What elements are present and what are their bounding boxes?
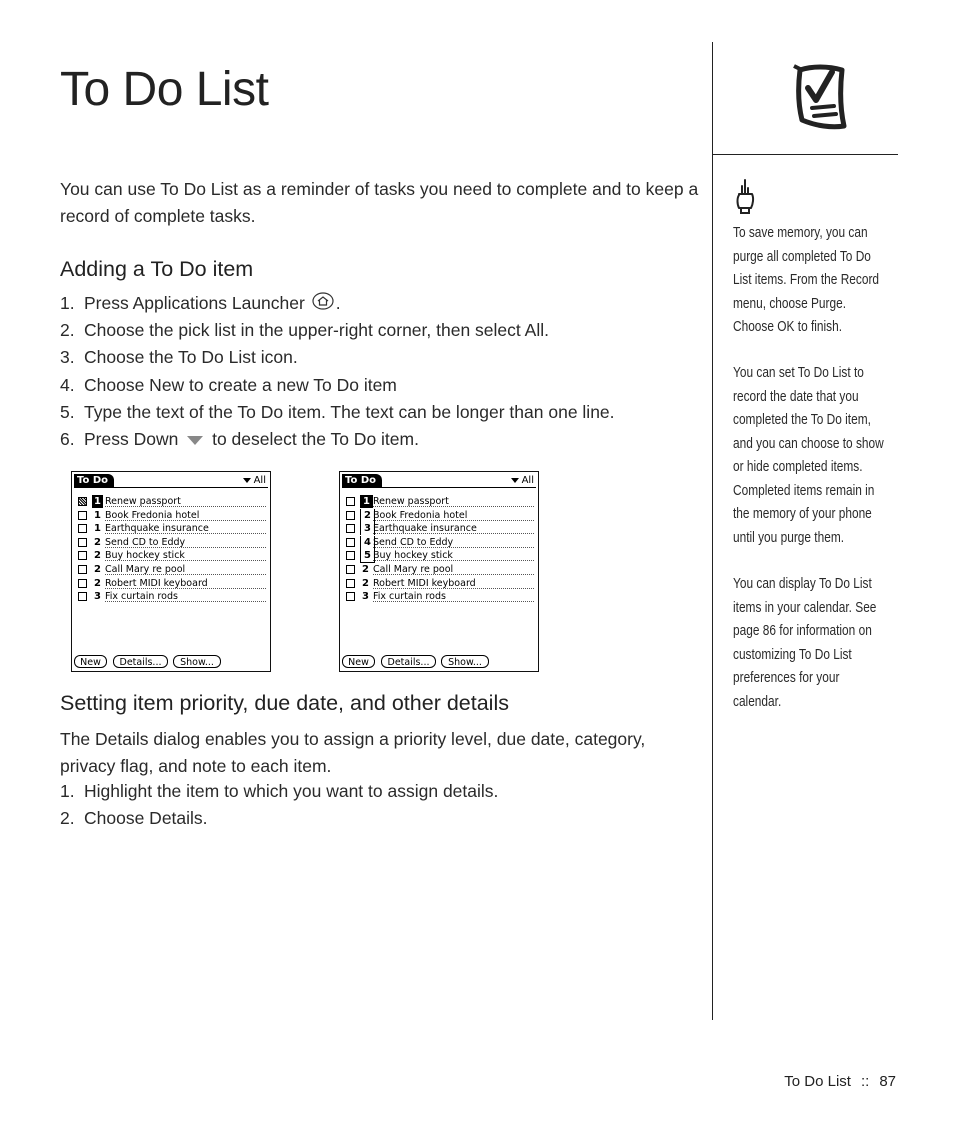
footer-separator: :: bbox=[860, 1073, 870, 1090]
intro-paragraph: You can use To Do List as a reminder of tasks you need to complete and to keep a record of complete tasks. bbox=[60, 179, 699, 226]
checkbox[interactable] bbox=[78, 511, 87, 520]
todo-row[interactable]: 4 Send CD to Eddy bbox=[344, 536, 534, 550]
adding-steps-list bbox=[60, 290, 615, 453]
screen-title: To Do bbox=[342, 474, 382, 487]
step-item: 1. Highlight the item to which you want to assign details. bbox=[60, 781, 499, 801]
checkbox[interactable] bbox=[346, 497, 355, 506]
checkbox[interactable] bbox=[78, 592, 87, 601]
step-item: 2. Choose the pick list in the upper-right corner, then select All. bbox=[60, 320, 549, 341]
todo-row[interactable]: 1 Renew passport bbox=[344, 495, 534, 509]
todo-row[interactable]: 2 Buy hockey stick bbox=[76, 549, 266, 563]
step-item: 2. Choose Details. bbox=[60, 808, 208, 829]
checkbox[interactable] bbox=[346, 511, 355, 520]
screen-title: To Do bbox=[74, 474, 114, 487]
down-arrow-icon bbox=[185, 427, 205, 454]
step-item: 6. Press Down to deselect the To Do item. bbox=[60, 426, 615, 453]
checkbox[interactable] bbox=[346, 538, 355, 547]
sidebar-divider bbox=[712, 42, 713, 1020]
sidebar-top-rule bbox=[712, 154, 898, 155]
page-number: 87 bbox=[879, 1073, 896, 1090]
section-heading-details: Setting item priority, due date, and other details bbox=[60, 691, 509, 715]
section-heading-adding: Adding a To Do item bbox=[60, 257, 254, 281]
home-icon bbox=[312, 291, 334, 318]
page-title: To Do List bbox=[60, 63, 269, 116]
todo-row[interactable]: 2 Robert MIDI keyboard bbox=[344, 577, 534, 591]
todo-checklist-icon bbox=[788, 56, 856, 137]
todo-row[interactable]: 2 Call Mary re pool bbox=[76, 563, 266, 577]
picklist[interactable]: All bbox=[511, 474, 534, 487]
show-button[interactable]: Show... bbox=[441, 655, 489, 668]
checkbox[interactable] bbox=[78, 538, 87, 547]
checkbox[interactable] bbox=[78, 497, 87, 506]
step-item: 4. Choose New to create a new To Do item bbox=[60, 374, 397, 395]
todo-row[interactable]: 2 Call Mary re pool bbox=[344, 563, 534, 577]
new-button[interactable]: New bbox=[342, 655, 375, 668]
step-item: 5. Type the text of the To Do item. The text can be longer than one line. bbox=[60, 401, 615, 422]
show-button[interactable]: Show... bbox=[173, 655, 221, 668]
details-button[interactable]: Details... bbox=[381, 655, 436, 668]
sidebar-tip-3: You can display To Do List items in your calendar. See page 86 for information on customizing To Do List preferences for your calendar. bbox=[733, 576, 877, 710]
todo-row[interactable]: 5 Buy hockey stick bbox=[344, 549, 534, 563]
checkbox[interactable] bbox=[78, 565, 87, 574]
todo-row[interactable]: 2 Book Fredonia hotel bbox=[344, 509, 534, 523]
todo-row[interactable]: 1 Earthquake insurance bbox=[76, 522, 266, 536]
sidebar-tip-1: To save memory, you can purge all completed To Do List items. From the Record menu, choose Purge. Choose OK to finish. bbox=[733, 225, 880, 335]
todo-row[interactable]: 1 Renew passport bbox=[76, 495, 266, 509]
checkbox[interactable] bbox=[78, 524, 87, 533]
details-paragraph: The Details dialog enables you to assign a priority level, due date, category, privacy flag, and note to each item. bbox=[60, 729, 646, 776]
picklist-arrow-icon bbox=[243, 478, 251, 483]
footer-section: To Do List bbox=[784, 1073, 851, 1090]
todo-row[interactable]: 3 Fix curtain rods bbox=[76, 590, 266, 604]
sidebar-tip-2: You can set To Do List to record the date that you completed the To Do item, and you can choose to show or hide completed items. Completed items remain in the memory of your phone until you purge them. bbox=[733, 365, 884, 546]
checkbox[interactable] bbox=[346, 551, 355, 560]
checkbox[interactable] bbox=[78, 579, 87, 588]
checkbox[interactable] bbox=[346, 565, 355, 574]
checkbox[interactable] bbox=[346, 524, 355, 533]
details-steps-list bbox=[60, 778, 498, 832]
page-footer bbox=[784, 1073, 896, 1090]
checkbox[interactable] bbox=[78, 551, 87, 560]
step-item: 1. Press Applications Launcher . bbox=[60, 290, 615, 317]
todo-screen-1 bbox=[71, 471, 271, 672]
todo-row[interactable]: 1 Book Fredonia hotel bbox=[76, 509, 266, 523]
picklist[interactable]: All bbox=[243, 474, 266, 487]
checkbox[interactable] bbox=[346, 592, 355, 601]
details-button[interactable]: Details... bbox=[113, 655, 168, 668]
new-button[interactable]: New bbox=[74, 655, 107, 668]
pointing-hand-icon bbox=[733, 178, 757, 221]
picklist-arrow-icon bbox=[511, 478, 519, 483]
todo-row[interactable]: 3 Fix curtain rods bbox=[344, 590, 534, 604]
todo-row[interactable]: 2 Send CD to Eddy bbox=[76, 536, 266, 550]
todo-row[interactable]: 2 Robert MIDI keyboard bbox=[76, 577, 266, 591]
todo-screen-2 bbox=[339, 471, 539, 672]
todo-row[interactable]: 3 Earthquake insurance bbox=[344, 522, 534, 536]
checkbox[interactable] bbox=[346, 579, 355, 588]
step-item: 3. Choose the To Do List icon. bbox=[60, 347, 298, 368]
